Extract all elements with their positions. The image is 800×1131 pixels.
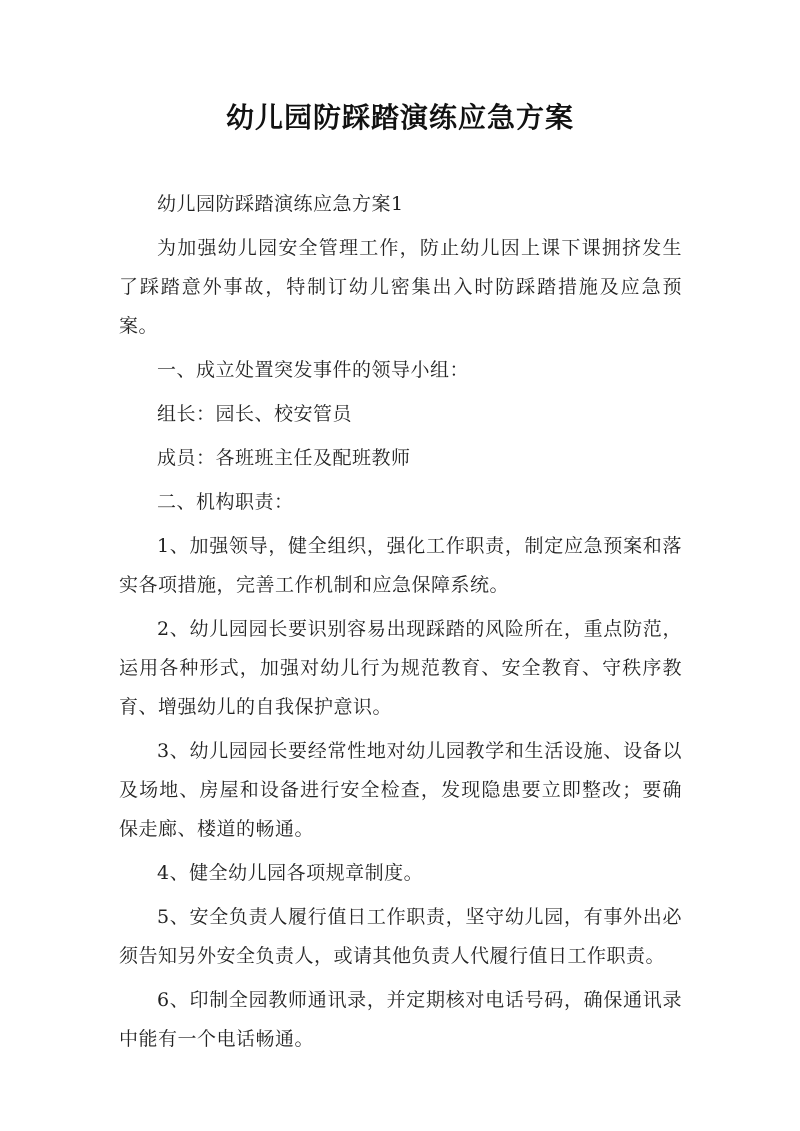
duty-item-5: 5、安全负责人履行值日工作职责，坚守幼儿园，有事外出必须告知另外安全负责人，或请其他负责人代履行值日工作职责。 bbox=[119, 906, 682, 967]
section-heading-duties: 二、机构职责： bbox=[157, 491, 294, 513]
document-body bbox=[119, 185, 682, 1064]
duty-item-4: 4、健全幼儿园各项规章制度。 bbox=[157, 862, 424, 884]
duty-item-1: 1、加强领导，健全组织，强化工作职责，制定应急预案和落实各项措施，完善工作机制和应急保障系统。 bbox=[119, 535, 682, 596]
group-leader-line: 组长：园长、校安管员 bbox=[157, 403, 353, 425]
subtitle-paragraph: 幼儿园防踩踏演练应急方案1 bbox=[157, 193, 404, 215]
intro-paragraph: 为加强幼儿园安全管理工作，防止幼儿因上课下课拥挤发生了踩踏意外事故，特制订幼儿密集出入时防踩踏措施及应急预案。 bbox=[119, 237, 682, 337]
section-heading-leadership: 一、成立处置突发事件的领导小组： bbox=[157, 359, 470, 381]
duty-item-3: 3、幼儿园园长要经常性地对幼儿园教学和生活设施、设备以及场地、房屋和设备进行安全检查，发现隐患要立即整改；要确保走廊、楼道的畅通。 bbox=[119, 740, 682, 840]
group-members-line: 成员：各班班主任及配班教师 bbox=[157, 447, 411, 469]
duty-item-2: 2、幼儿园园长要识别容易出现踩踏的风险所在，重点防范，运用各种形式，加强对幼儿行为规范教育、安全教育、守秩序教育、增强幼儿的自我保护意识。 bbox=[119, 618, 682, 718]
document-title: 幼儿园防踩踏演练应急方案 bbox=[225, 101, 574, 134]
duty-item-6: 6、印制全园教师通讯录，并定期核对电话号码，确保通讯录中能有一个电话畅通。 bbox=[119, 989, 682, 1050]
